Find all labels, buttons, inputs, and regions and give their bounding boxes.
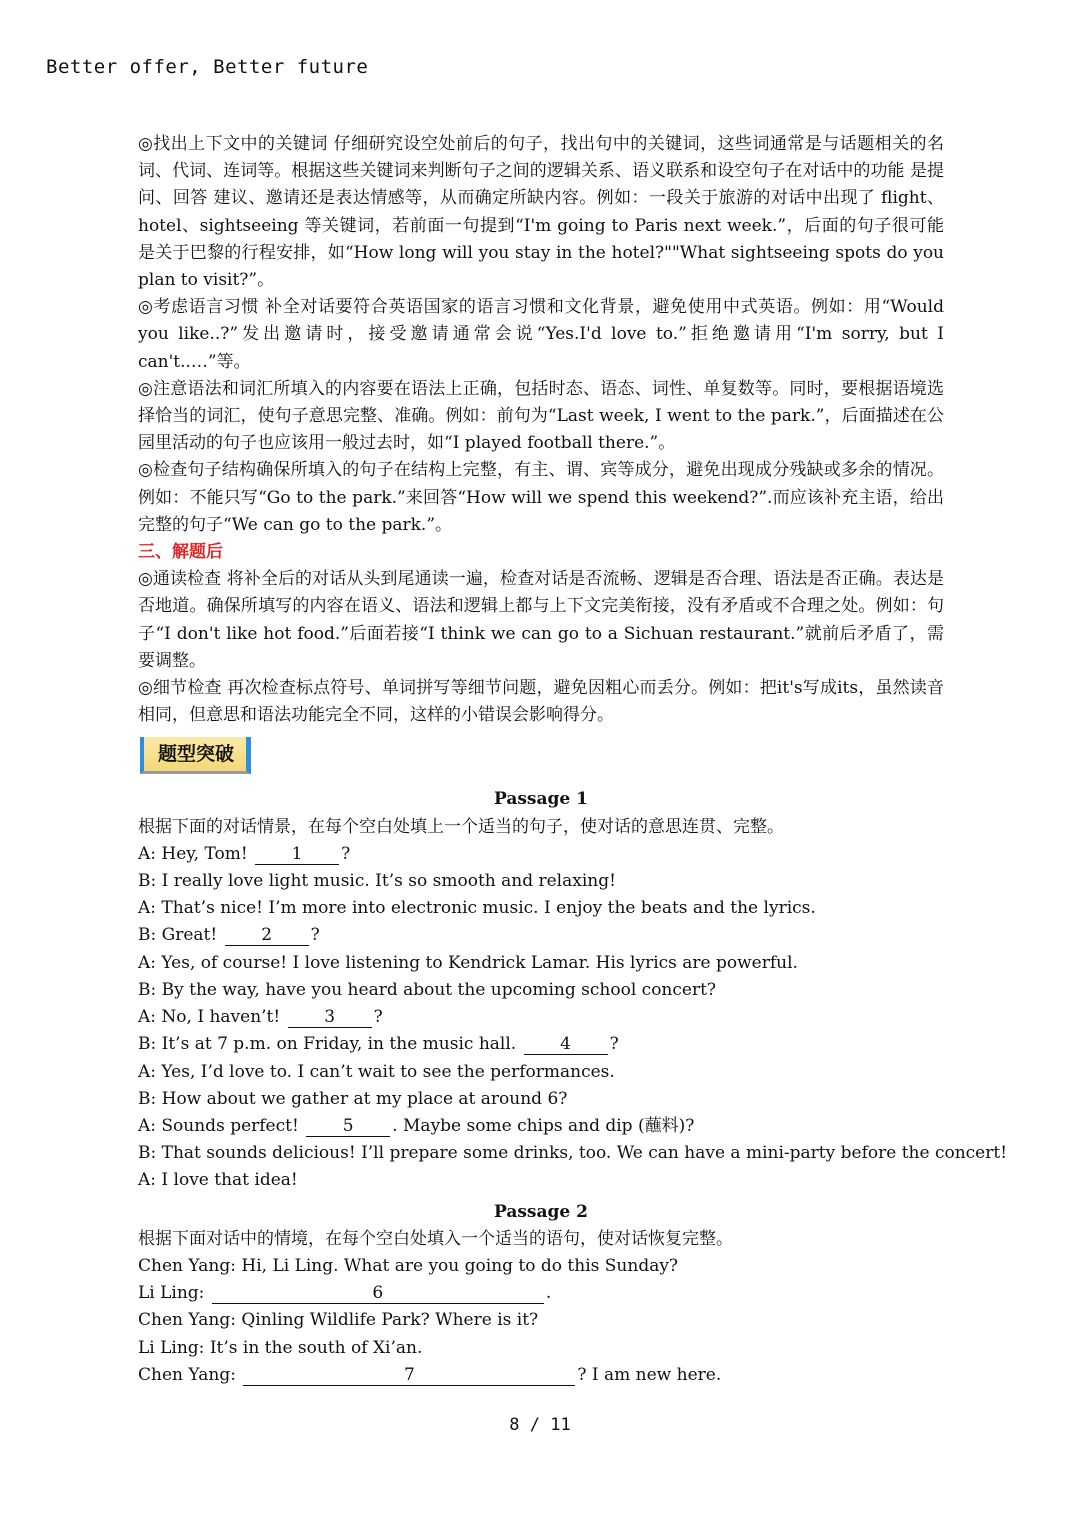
answer-blank[interactable]: 5: [306, 1116, 390, 1137]
dialogue-text: Chen Yang: Hi, Li Ling. What are you going to do this Sunday?: [138, 1255, 679, 1276]
dialogue-text: Chen Yang: Qinling Wildlife Park? Where is it?: [138, 1310, 539, 1331]
page-header: Better offer, Better future: [46, 56, 369, 78]
dialogue-text-after: .: [545, 1283, 552, 1304]
section-title: 三、解题后: [138, 542, 223, 563]
dialogue-text-after: ?: [341, 843, 351, 864]
dialogue-text: B: How about we gather at my place at around 6?: [138, 1088, 568, 1109]
dialogue-line: [138, 1140, 1008, 1167]
page-number: 8 / 11: [509, 1415, 571, 1435]
passage1-dialogue: [138, 841, 1008, 1195]
dialogue-text: B: By the way, have you heard about the upcoming school concert?: [138, 979, 717, 1000]
dialogue-text: A: I love that idea!: [138, 1170, 298, 1191]
dialogue-line: [138, 868, 944, 895]
dialogue-text: Li Ling: It’s in the south of Xi’an.: [138, 1337, 423, 1358]
answer-blank[interactable]: 6: [212, 1283, 544, 1304]
passage1-title: Passage 1: [494, 789, 588, 810]
answer-blank[interactable]: 7: [243, 1365, 575, 1386]
passage2-instruction: 根据下面对话中的情境，在每个空白处填入一个适当的语句，使对话恢复完整。: [138, 1228, 733, 1249]
dialogue-text-after: ? I am new here.: [577, 1364, 722, 1385]
dialogue-line: [138, 1307, 944, 1334]
dialogue-text-after: ?: [609, 1034, 619, 1055]
paragraph-language-habits: ◎考虑语言习惯 补全对话要符合英语国家的语言习惯和文化背景，避免使用中式英语。例如：用“Would you like..?”发出邀请时，接受邀请通常会说“Yes.I'd love to.”拒绝邀请用“I'm sorry, but I can't..…”等。: [138, 297, 944, 372]
dialogue-text-after: ?: [373, 1007, 383, 1028]
paragraph-keywords: ◎找出上下文中的关键词 仔细研究设空处前后的句子，找出句中的关键词，这些词通常是与话题相关的名词、代词、连词等。根据这些关键词来判断句子之间的逻辑关系、语义联系和设空句子在对话中的功能 是提问、回答 建议、邀请还是表达情感等，从而确定所缺内容。例如：一段关于旅游的对话中出现了 flight、hotel、sightseeing 等关键词，若前面一句提到“I'm going to Paris next week.”，后面的句子很可能是关于巴黎的行程安排，如“How long will you stay in the hotel?""What sightseeing spots do you plan to visit?”。: [138, 134, 944, 291]
dialogue-text: B: That sounds delicious! I’ll prepare some drinks, too. We can have a mini-party before the concert!: [138, 1143, 1008, 1164]
dialogue-line: [138, 1335, 944, 1362]
dialogue-line: [138, 1253, 944, 1280]
passage1-instruction: 根据下面的对话情景，在每个空白处填上一个适当的句子，使对话的意思连贯、完整。: [138, 816, 784, 837]
dialogue-line: [138, 1031, 944, 1058]
dialogue-line: [138, 841, 944, 868]
answer-blank[interactable]: 3: [288, 1007, 372, 1028]
dialogue-text: A: Hey, Tom!: [138, 843, 248, 864]
dialogue-text: A: Yes, of course! I love listening to Kendrick Lamar. His lyrics are powerful.: [138, 952, 798, 973]
dialogue-text: B: Great!: [138, 925, 218, 946]
dialogue-text: A: Sounds perfect!: [138, 1115, 299, 1136]
paragraph-read-through: ◎通读检查 将补全后的对话从头到尾通读一遍，检查对话是否流畅、逻辑是否合理、语法是否正确。表达是否地道。确保所填写的内容在语义、语法和逻辑上都与上下文完美衔接，没有矛盾或不合理之处。例如：句子“I don't like hot food.”后面若接“I think we can go to a Sichuan restaurant.”就前后矛盾了，需要调整。: [138, 569, 944, 671]
dialogue-line: [138, 1113, 944, 1140]
passage2-title: Passage 2: [494, 1201, 588, 1222]
dialogue-line: [138, 950, 944, 977]
dialogue-line: [138, 1004, 944, 1031]
dialogue-line: [138, 895, 944, 922]
dialogue-line: [138, 1362, 944, 1389]
dialogue-text-after: . Maybe some chips and dip (蘸料)?: [392, 1115, 695, 1136]
paragraph-grammar: ◎注意语法和词汇所填入的内容要在语法上正确，包括时态、语态、词性、单复数等。同时，要根据语境选择恰当的词汇，使句子意思完整、准确。例如：前句为“Last week, I went to the park.”，后面描述在公园里活动的句子也应该用一般过去时，如“I played football there.”。: [138, 378, 944, 454]
dialogue-text: A: That’s nice! I’m more into electronic music. I enjoy the beats and the lyrics.: [138, 898, 816, 919]
dialogue-line: [138, 977, 944, 1004]
dialogue-text: B: I really love light music. It’s so smooth and relaxing!: [138, 871, 616, 892]
document-body: [138, 131, 1008, 1389]
paragraph-structure: ◎检查句子结构确保所填入的句子在结构上完整，有主、谓、宾等成分，避免出现成分残缺或多余的情况。例如：不能只写“Go to the park.”来回答“How will we spend this weekend?”.而应该补充主语，给出完整的句子“We can go to the park.”。: [138, 460, 944, 535]
dialogue-text: A: Yes, I’d love to. I can’t wait to see the performances.: [138, 1061, 615, 1082]
answer-blank[interactable]: 2: [225, 925, 309, 946]
dialogue-text: A: No, I haven’t!: [138, 1007, 281, 1028]
section-badge: 题型突破: [140, 737, 251, 774]
dialogue-line: [138, 1280, 944, 1307]
dialogue-line: [138, 1059, 944, 1086]
dialogue-line: [138, 922, 944, 949]
dialogue-line: [138, 1167, 944, 1194]
answer-blank[interactable]: 1: [255, 844, 339, 865]
paragraph-detail-check: ◎细节检查 再次检查标点符号、单词拼写等细节问题，避免因粗心而丢分。例如：把it's写成its，虽然读音相同，但意思和语法功能完全不同，这样的小错误会影响得分。: [138, 678, 944, 726]
dialogue-line: [138, 1086, 944, 1113]
passage2-dialogue: [138, 1253, 944, 1389]
answer-blank[interactable]: 4: [524, 1034, 608, 1055]
dialogue-text: Chen Yang:: [138, 1364, 236, 1385]
dialogue-text: B: It’s at 7 p.m. on Friday, in the music hall.: [138, 1034, 517, 1055]
dialogue-text-after: ?: [310, 925, 320, 946]
dialogue-text: Li Ling:: [138, 1283, 205, 1304]
